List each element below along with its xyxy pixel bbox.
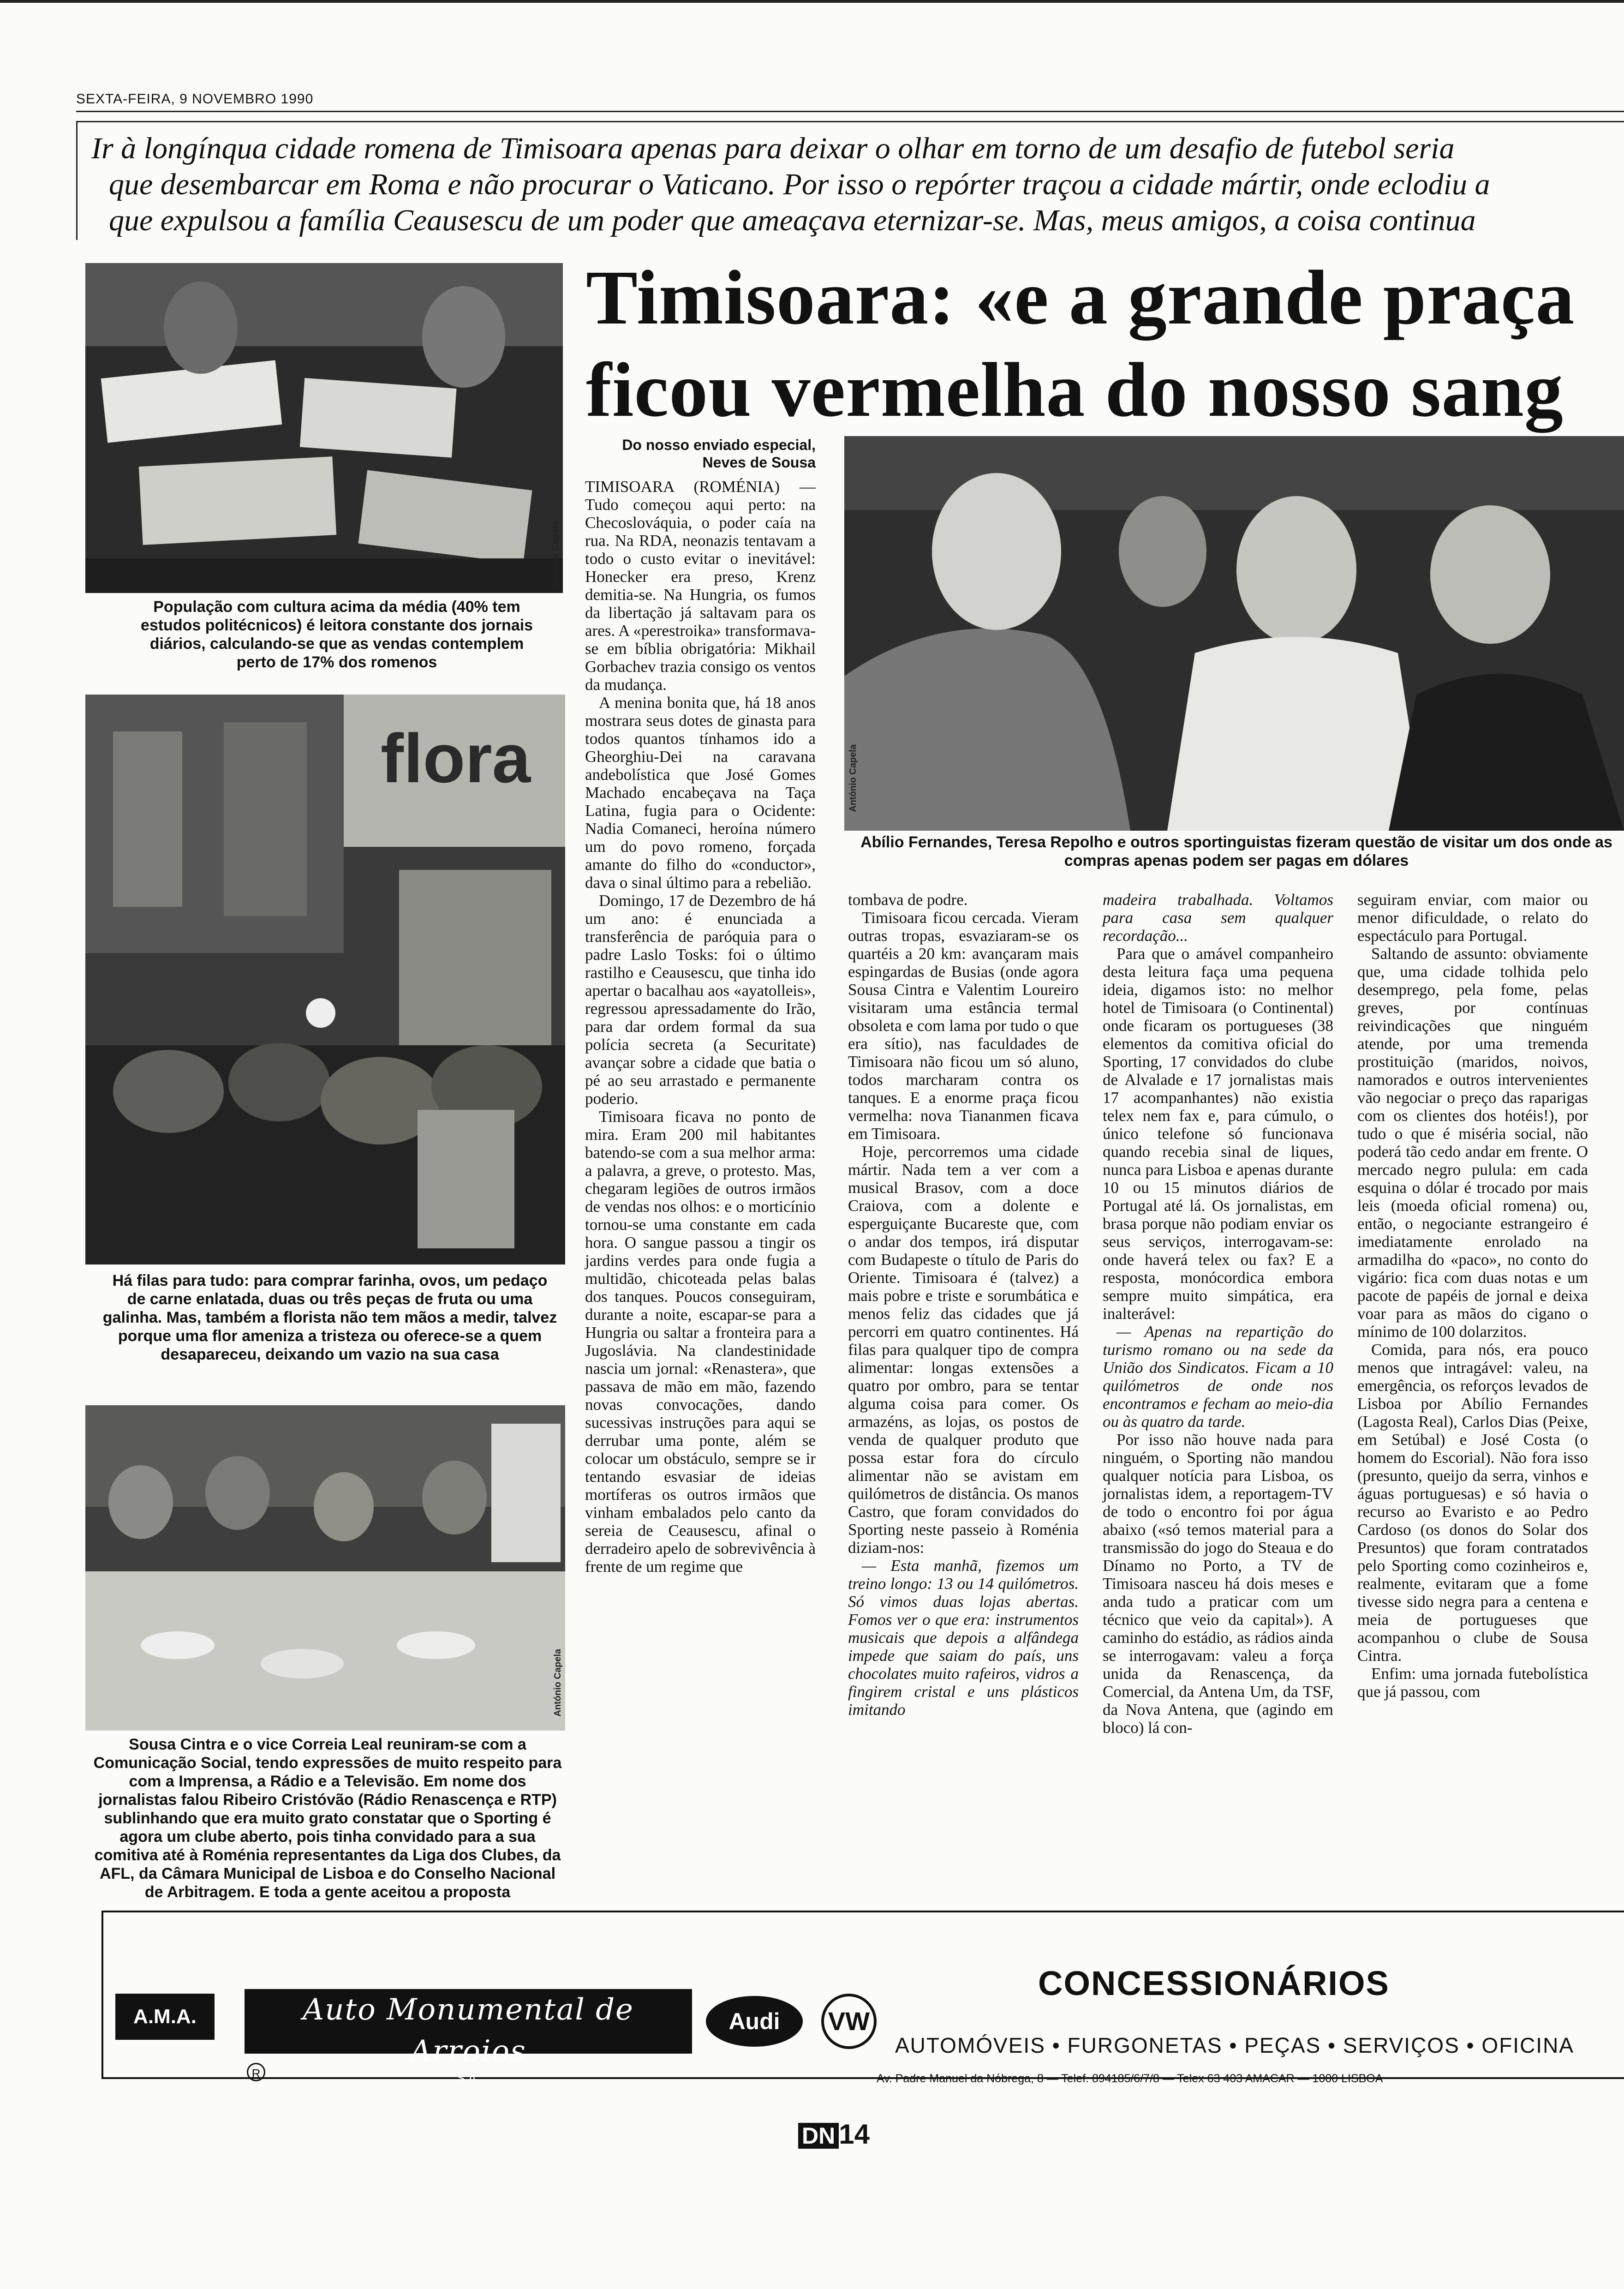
article-column-3 xyxy=(1103,891,1333,1737)
lead-line-2: que desembarcar em Roma e não procurar o Vaticano. Por isso o repórter traçou a cidade mártir, onde eclodiu a xyxy=(109,168,1490,201)
col1-para-4: Timisoara ficava no ponto de mira. Eram 200 mil habitantes batendo-se com a sua melhor arma: a palavra, a greve, o protesto. Mas, chegaram legiões de outros irmãos de vendas nos olhos: e o morticínio tornou-se uma constante em cada hora. O sangue passou a tingir os jardins verdes para onde fugia a multidão, chicoteada pelas balas dos tanques. Poucos conseguiram, durante a noite, escapar-se para a Hungria ou saltar a fronteira para a Jugoslávia. Na clandestinidade nascia um jornal: «Renastera», que passava de mão em mão, fazendo novas convocações, dando sucessivas instruções para aqui se derrubar uma ponte, além se colocar um obstáculo, sempre se ir tentando esvasiar de ideias mortíferas os outros irmãos que vinham embalados pelo canto da sereia de Ceausescu, afinal o derradeiro apelo de sobrevivência à frente de um regime que xyxy=(585,1108,816,1576)
photo-florist-queue xyxy=(85,695,565,1264)
lead-paragraph xyxy=(91,131,1624,239)
col3-para-3: — Apenas na repartição do turismo romano ou na sede da União dos Sindicatos. Ficam a 10 quilómetros de onde nos encontramos e fecham ao meio-dia ou às quatro da tarde. xyxy=(1103,1323,1333,1431)
dateline: SEXTA-FEIRA, 9 NOVEMBRO 1990 xyxy=(76,91,314,107)
photo-newspaper-readers xyxy=(85,263,563,593)
photo-credit-1: António Capela xyxy=(550,521,561,588)
col3-para-1: madeira trabalhada. Voltamos para casa sem qualquer recordação... xyxy=(1103,891,1333,945)
col2-para-3: Hoje, percorremos uma cidade mártir. Nada tem a ver com a musical Brasov, com a doce Craiova, com a dolente e esperguiçante Bucareste que, com o andar dos tempos, irá disputar com Budapeste o título de Paris do Oriente. Timisoara é (talvez) a mais pobre e triste e sorumbática e menos feliz das cidades que já percorri em quatro continentes. Há filas para qualquer tipo de compra alimentar: longas extensões a quatro por ombro, para se tentar alguma coisa para comer. Os armazéns, as lojas, os postos de venda de qualquer produto que possa estar fora do círculo alimentar não se avistam em quilómetros de distância. Os manos Castro, que foram convidados do Sporting neste passeio à Roménia diziam-nos: xyxy=(848,1143,1079,1557)
article-column-1 xyxy=(585,436,816,1576)
caption-readers: População com cultura acima da média (40% tem estudos politécnicos) é leitora constante dos jornais diários, calculando-se que as vendas contemplem perto de 17% dos romenos xyxy=(140,598,533,671)
col2-para-2: Timisoara ficou cercada. Vieram outras tropas, esvaziaram-se os quartéis a 20 km: avançaram mais espingardas de Busias (onde agora Sousa Cintra e Valentim Loureiro visitaram uma estância termal obsoleta e com lama por tudo o que era sítio), nas faculdades de Timisoara não ficou um só aluno, todos marcharam contra os tanques. E a enorme praça ficou vermelha: nova Tiananmen ficava em Timisoara. xyxy=(848,909,1079,1143)
lead-box xyxy=(76,121,1624,240)
col2-para-1: tombava de podre. xyxy=(848,891,968,909)
dateline-rule xyxy=(76,111,1624,112)
col4-para-4: Enfim: uma jornada futebolística que já passou, com xyxy=(1357,1665,1588,1701)
col3-para-2: Para que o amável companheiro desta leitura faça uma pequena ideia, digamos isto: no melhor hotel de Timisoara (o Continental) onde ficaram os portugueses (38 elementos da comitiva oficial do Sporting, 17 convidados do clube de Alvalade e 17 jornalistas mais 17 acompanhantes) não existia telex nem fax e, para cúmulo, o único telefone só funcionava quando recebia sinal de liques, nunca para Lisboa e apenas durante 10 ou 15 minutos diários de Portugal até lá. Os jornalistas, em brasa porque não podiam enviar os seus serviços, interrogavam-se: onde haverá telex ou fax? E a resposta, monócordica embora sempre muito simpática, era inalterável: xyxy=(1103,945,1333,1323)
headline-line-2: ficou vermelha do nosso sang xyxy=(586,347,1564,433)
shop-sign: flora xyxy=(381,719,531,797)
ad-services: AUTOMÓVEIS • FURGONETAS • PEÇAS • SERVIÇOS • OFICINA xyxy=(895,2033,1574,2057)
col4-para-1: seguiram enviar, com maior ou menor dificuldade, o relato do espectáculo para Portugal. xyxy=(1357,891,1588,945)
page-number-value: 14 xyxy=(839,2119,870,2150)
col2-para-4: — Esta manhã, fizemos um treino longo: 13 ou 14 quilómetros. Só vimos duas lojas abertas. Fomos ver o que era: instrumentos musicais que depois a alfândega impede que saiam do país, uns chocolates muito rafeiros, vidros a fingirem cristal e uns plásticos imitando xyxy=(848,1557,1079,1719)
photo-queue-image xyxy=(85,695,565,1264)
photo-readers-image xyxy=(85,263,563,593)
col1-para-1: TIMISOARA (ROMÉNIA) — Tudo começou aqui perto: na Checoslováquia, o poder caía na rua. Na RDA, neonazis tentavam a todo o custo evitar o inevitável: Honecker era preso, Krenz demitia-se. Na Hungria, os fumos da libertação já saltavam para os ares. A «perestroika» transformava-se em bíblia obrigatória: Mikhail Gorbachev trazia consigo os ventos da mudança. xyxy=(585,478,816,694)
top-rule xyxy=(0,0,1624,3)
col4-para-3: Comida, para nós, era pouco menos que intragável: valeu, na emergência, os reforços levados de Lisboa por Abílio Fernandes (Lagosta Real), Carlos Dias (Peixe, em Setúbal) e José Costa (o homem do Escorial). Não fora isso (presunto, queijo da serra, vinhos e águas portuguesas) e só havia o recurso ao Evaristo e ao Pedro Cardoso (os donos do Solar dos Presuntos) que foram contratados pelo Sporting como cozinheiros e, realmente, evitaram que a fome tivesse sido negra para a centena e meia de portugueses que acompanhou o clube de Sousa Cintra. xyxy=(1357,1341,1588,1665)
col1-para-2: A menina bonita que, há 18 anos mostrara seus dotes de ginasta para todos quantos tínhamos ido a Gheorghiu-Dei na caravana andebolística que José Gomes Machado encabeçava na Taça Latina, fugia para o Ocidente: Nadia Comaneci, heroína número um do povo romeno, forçada amante do filho do «conductor», dava o sinal último para a rebelião. xyxy=(585,694,816,892)
caption-main: Abílio Fernandes, Teresa Repolho e outros sportinguistas fizeram questão de visitar um dos onde as compras apenas podem ser pagas em dólares xyxy=(860,833,1612,869)
page-number xyxy=(798,2118,870,2150)
audi-logo: Audi xyxy=(706,1996,803,2047)
photo-sportinguistas xyxy=(844,436,1624,831)
article-column-2 xyxy=(848,891,1079,1719)
caption-meeting: Sousa Cintra e o vice Correia Leal reuniram-se com a Comunicação Social, tendo expressões de muito respeito para com a Imprensa, a Rádio e a Televisão. Em nome dos jornalistas falou Ribeiro Cristóvão (Rádio Renascença e RTP) sublinhando que era muito grato constatar que o Sporting é agora um clube aberto, pois tinha convidado para a sua comitiva até à Roménia representantes da Liga dos Clubes, da AFL, da Câmara Municipal de Lisboa e do Conselho Nacional de Arbitragem. E toda a gente aceitou a proposta xyxy=(93,1736,562,1901)
page-logo: DN xyxy=(798,2123,839,2149)
photo-credit-main: António Capela xyxy=(848,744,858,812)
lead-line-3: que expulsou a família Ceausescu de um poder que ameaçava eternizar-se. Mas, meus amigos, a coisa continua xyxy=(109,204,1476,237)
photo-press-meeting xyxy=(85,1405,565,1731)
col4-para-2: Saltando de assunto: obviamente que, uma cidade tolhida pelo desemprego, pela fome, pelas greves, por contínuas reivindicações que ninguém atende, por uma tremenda prostituição (maridos, noivos, namorados e outros intervenientes vão negociar o preço das raparigas com os clientes dos hotéis!), por tudo o que é miséria social, não poderá tão cedo andar em frente. O mercado negro pulula: em cada esquina o dólar é trocado por mais leis (moeda oficial romena) ou, então, o negociante estrangeiro é imediatamente enrolado na armadilha do «paco», no conto do vigário: fica com duas notas e um pacote de papéis de jornal e deixa voar para as mãos do cigano o mínimo de 100 dolarzitos. xyxy=(1357,945,1588,1341)
col3-para-4: Por isso não houve nada para ninguém, o Sporting não mandou qualquer notícia para Lisboa, os jornalistas idem, a reportagem-TV de todo o encontro foi por água abaixo («só temos material para a transmissão do jogo do Steaua e do Dínamo no Porto, a TV de Timisoara nasceu há dois meses e anda tudo a praticar com um técnico que veio da capital»). A caminho do estádio, as rádios ainda se interrogavam: valeu a força unida da Renascença, da Comercial, da Antena Um, da TSF, da Nova Antena, que (agindo em bloco) lá con- xyxy=(1103,1431,1333,1737)
photo-sportinguistas-image xyxy=(844,436,1624,831)
photo-credit-3: António Capela xyxy=(553,1649,563,1717)
lead-line-1: Ir à longínqua cidade romena de Timisoara apenas para deixar o olhar em torno de um desafio de futebol seria xyxy=(91,132,1455,165)
ama-logo: A.M.A. xyxy=(115,1994,215,2040)
byline: Do nosso enviado especial, Neves de Sousa xyxy=(622,437,816,471)
photo-credit-2: António Capela xyxy=(553,1183,563,1251)
company-logo xyxy=(245,1989,692,2085)
company-sa: S.A. xyxy=(457,2071,480,2085)
registered-mark-icon: R xyxy=(247,2063,265,2081)
caption-queue: Há filas para tudo: para comprar farinha, ovos, um pedaço de carne enlatada, duas ou três peças de fruta ou uma galinha. Mas, também a florista não tem mãos a medir, talvez porque uma flor ameniza a tristeza ou oferece-se a quem desapareceu, deixando um vazio na sua casa xyxy=(102,1272,557,1363)
col1-para-3: Domingo, 17 de Dezembro de há um ano: é enunciada a transferência de paróquia para o padre Laslo Tosks: foi o último rastilho e Ceausescu, que tinha ido apertar o bacalhau aos «ayatolleis», regressou apressadamente do Irão, para dar ordem formal da sua polícia secreta (a Securitate) avançar sobre a cidade que batia o pé ao seu arrastado e permanente poderio. xyxy=(585,892,816,1108)
vw-logo: VW xyxy=(821,1994,877,2049)
ad-address: Av. Padre Manuel da Nóbrega, 8 — Telef. 894185/6/7/8 — Telex 63 403 AMACAR — 1000 LISBOA xyxy=(877,2072,1383,2085)
headline-line-1: Timisoara: «e a grande praça xyxy=(586,255,1575,341)
company-script-name: Auto Monumental de Arroios xyxy=(303,1993,634,2068)
ad-title: CONCESSIONÁRIOS xyxy=(1038,1964,1390,2002)
article-column-4 xyxy=(1357,891,1588,1701)
photo-meeting-image xyxy=(85,1405,565,1731)
headline xyxy=(586,252,1575,436)
